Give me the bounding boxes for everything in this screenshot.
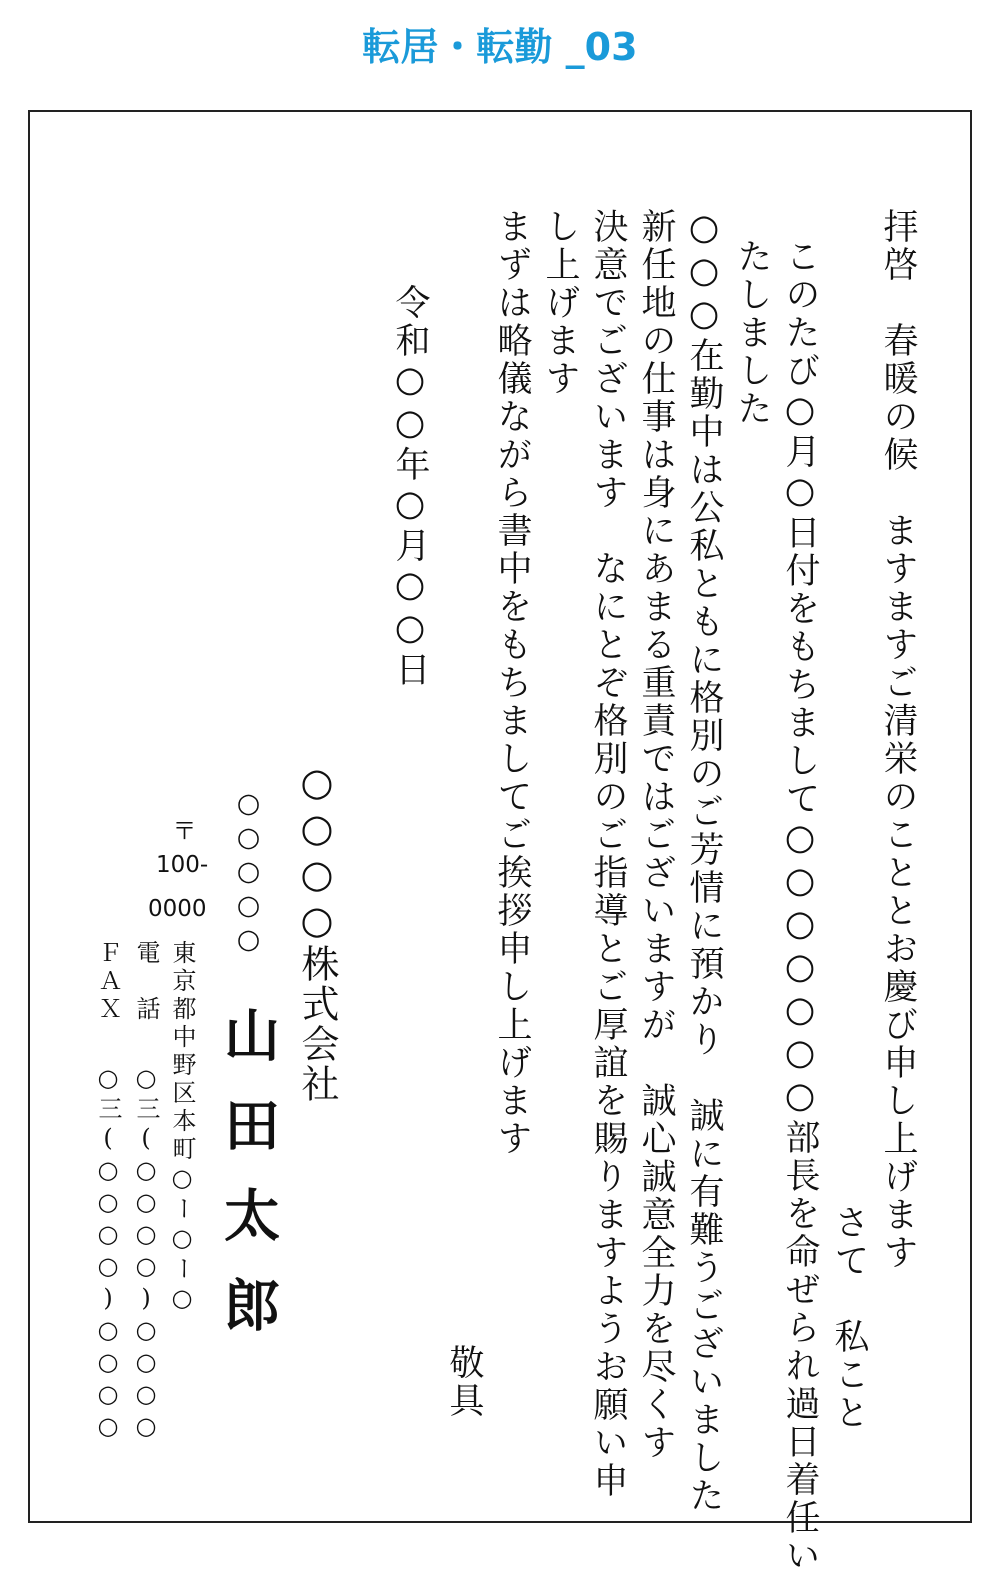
letter-line-5: 新任地の仕事は身にあまる重責ではございますが 誠心誠意全力を尽くす [636, 208, 676, 1462]
fax-label: ＦＡＸ [94, 940, 122, 1024]
postal-code-line-2: 0000 [148, 896, 207, 922]
letter-opening-line: 拝啓 春暖の候 ますますご清栄のこととお慶び申し上げます [878, 208, 918, 1272]
letter-line-6: 決意でございます なにとぞ格別のご指導とご厚誼を賜りますようお願い申 [588, 208, 628, 1500]
sender-company: ○○○○株式会社 [295, 760, 339, 1104]
letter-closing: 敬具 [444, 1344, 484, 1420]
letter-line-2: このたび○月○日付をもちまして○○○○○○○部長を命ぜられ過日着任い [780, 238, 820, 1575]
letter-line-7: し上げます [540, 208, 580, 398]
fax-number: ○三(○○○○)○○○○ [94, 1064, 122, 1444]
sender-address: 東京都中野区本町○ー○ー○ [168, 940, 196, 1316]
postal-code-line-1: 100- [156, 852, 209, 878]
letter-line-8: まずは略儀ながら書中をもちましてご挨拶申し上げます [492, 208, 532, 1158]
page-heading: 転居・転勤 _03 [362, 25, 638, 69]
letter-line-4: ○○○在勤中は公私ともに格別のご芳情に預かり 誠に有難うございました [684, 208, 724, 1515]
postal-mark: 〒 [168, 818, 196, 846]
letter-date: 令和○○年○月○○日 [390, 284, 430, 689]
letter-line-3: たしました [732, 238, 772, 428]
tel-number: ○三(○○○○)○○○○ [132, 1064, 160, 1444]
sender-department: ○○○○○ [233, 788, 264, 958]
letter-line-2-side: さて 私こと [829, 1204, 869, 1432]
tel-label: 電 話 [132, 940, 160, 1024]
letter-card [28, 110, 972, 1575]
sender-name: 山田太郎 [215, 1006, 281, 1366]
